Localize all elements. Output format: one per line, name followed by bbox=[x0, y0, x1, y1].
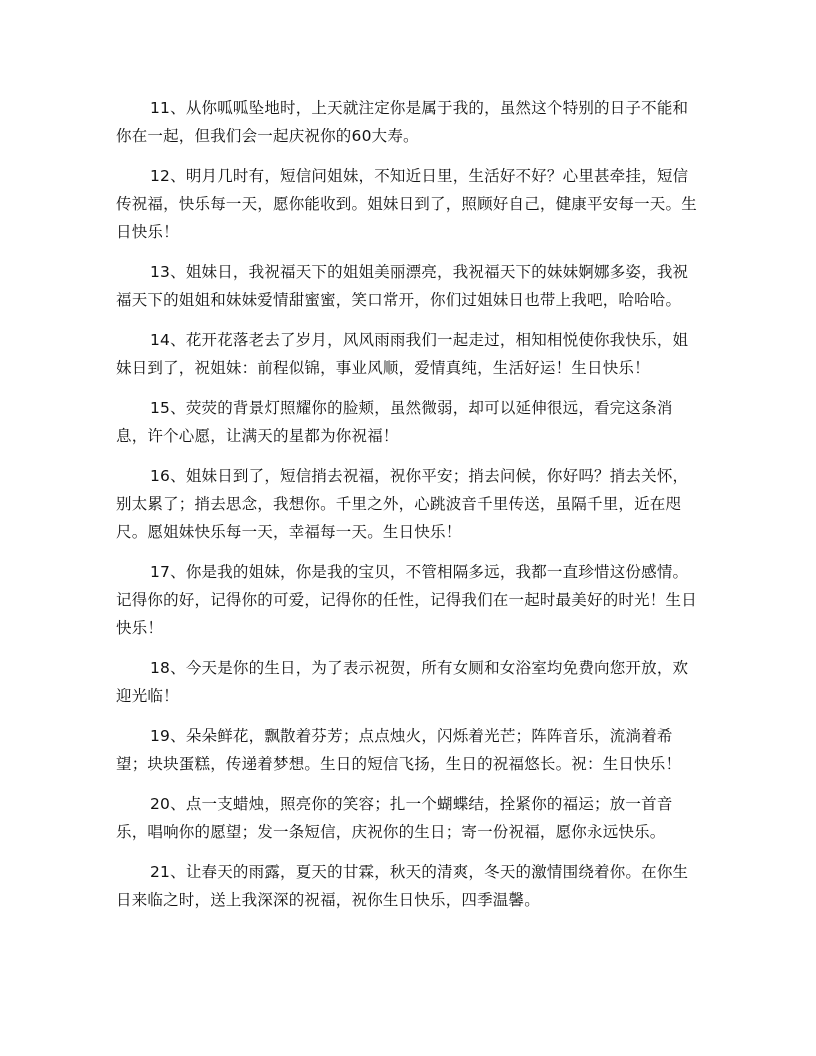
paragraph-17: 17、你是我的姐妹，你是我的宝贝，不管相隔多远，我都一直珍惜这份感情。记得你的好，记得你的可爱，记得你的任性，记得我们在一起时最美好的时光！生日快乐！ bbox=[116, 563, 697, 637]
paragraph-20: 20、点一支蜡烛，照亮你的笑容；扎一个蝴蝶结，拴紧你的福运；放一首音乐，唱响你的愿望；发一条短信，庆祝你的生日；寄一份祝福，愿你永远快乐。 bbox=[116, 795, 673, 841]
paragraph-18: 18、今天是你的生日，为了表示祝贺，所有女厕和女浴室均免费向您开放，欢迎光临！ bbox=[116, 659, 689, 705]
paragraph-16: 16、姐妹日到了，短信捎去祝福，祝你平安；捎去问候，你好吗？捎去关怀，别太累了；捎去思念，我想你。千里之外，心跳波音千里传送，虽隔千里，近在咫尺。愿姐妹快乐每一天，幸福每一天。生日快乐！ bbox=[116, 467, 689, 541]
document-body bbox=[116, 94, 698, 926]
paragraph-14: 14、花开花落老去了岁月，风风雨雨我们一起走过，相知相悦使你我快乐，姐妹日到了，祝姐妹：前程似锦，事业风顺，爱情真纯，生活好运！生日快乐！ bbox=[116, 331, 689, 377]
paragraph-11: 11、从你呱呱坠地时，上天就注定你是属于我的，虽然这个特别的日子不能和你在一起，但我们会一起庆祝你的60大寿。 bbox=[116, 99, 689, 145]
paragraph-15: 15、荧荧的背景灯照耀你的脸颊，虽然微弱，却可以延伸很远，看完这条消息，许个心愿，让满天的星都为你祝福！ bbox=[116, 399, 673, 445]
paragraph-12: 12、明月几时有，短信问姐妹，不知近日里，生活好不好？心里甚牵挂，短信传祝福，快乐每一天，愿你能收到。姐妹日到了，照顾好自己，健康平安每一天。生日快乐！ bbox=[116, 167, 697, 241]
paragraph-13: 13、姐妹日，我祝福天下的姐姐美丽漂亮，我祝福天下的妹妹婀娜多姿，我祝福天下的姐姐和妹妹爱情甜蜜蜜，笑口常开，你们过姐妹日也带上我吧，哈哈哈。 bbox=[116, 263, 689, 309]
paragraph-21: 21、让春天的雨露，夏天的甘霖，秋天的清爽，冬天的激情围绕着你。在你生日来临之时，送上我深深的祝福，祝你生日快乐，四季温馨。 bbox=[116, 863, 689, 909]
paragraph-19: 19、朵朵鲜花，飘散着芬芳；点点烛火，闪烁着光芒；阵阵音乐，流淌着希望；块块蛋糕，传递着梦想。生日的短信飞扬，生日的祝福悠长。祝：生日快乐！ bbox=[116, 727, 682, 773]
